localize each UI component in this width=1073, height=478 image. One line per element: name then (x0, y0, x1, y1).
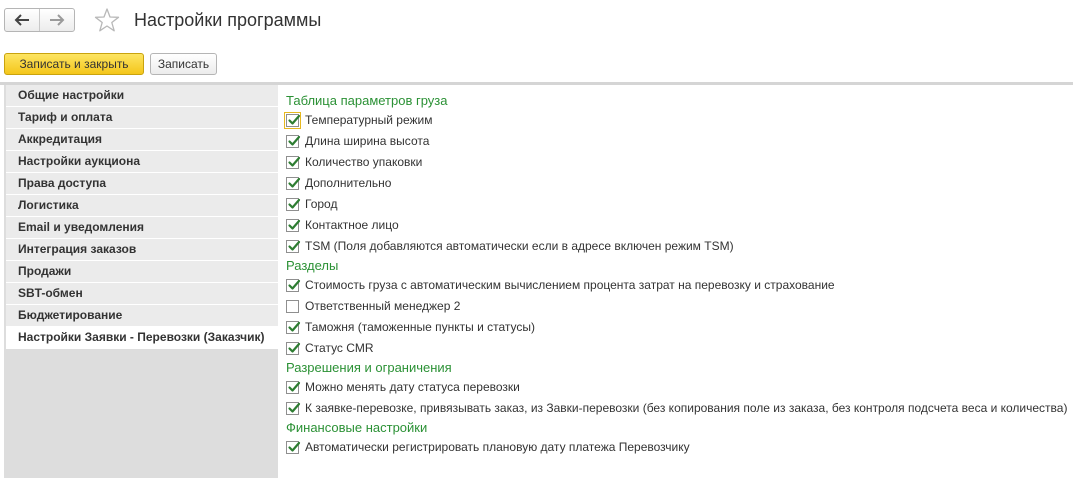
checkmark-icon (287, 155, 301, 169)
sidebar-tab[interactable]: Интеграция заказов (6, 239, 278, 261)
checkmark-icon (287, 113, 301, 127)
arrow-right-icon (49, 14, 65, 26)
checkbox-label: Таможня (таможенные пункты и статусы) (305, 320, 536, 334)
sidebar-tab[interactable]: Аккредитация (6, 129, 278, 151)
arrow-left-icon (14, 14, 30, 26)
checkbox[interactable] (286, 381, 299, 394)
checkbox-label: Количество упаковки (305, 155, 423, 169)
checkbox-row[interactable] (286, 112, 433, 128)
forward-button[interactable] (39, 9, 74, 31)
checkbox-row[interactable] (286, 340, 374, 356)
checkmark-icon (287, 239, 301, 253)
checkbox[interactable] (286, 321, 299, 334)
checkmark-icon (287, 197, 301, 211)
sidebar (4, 85, 278, 478)
sidebar-tab[interactable]: Логистика (6, 195, 278, 217)
save-button[interactable]: Записать (150, 53, 217, 75)
checkbox[interactable] (286, 240, 299, 253)
checkmark-icon (287, 380, 301, 394)
checkmark-icon (287, 341, 301, 355)
section-title: Таблица параметров груза (286, 93, 448, 108)
sidebar-tab[interactable]: Настройки аукциона (6, 151, 278, 173)
checkbox-label: К заявке-перевозке, привязывать заказ, из Завки-перевозки (без копирования поле из заказа, без контроля подсчета веса и количества) (305, 401, 1068, 415)
checkbox-label: Автоматически регистрировать плановую дату платежа Перевозчику (305, 440, 690, 454)
sidebar-tab[interactable]: SBT-обмен (6, 283, 278, 305)
checkbox-label: Дополнительно (305, 176, 392, 190)
checkbox-label: Длина ширина высота (305, 134, 430, 148)
checkbox-row[interactable] (286, 298, 460, 314)
page-title: Настройки программы (134, 10, 322, 30)
checkbox[interactable] (286, 135, 299, 148)
checkbox-row[interactable] (286, 379, 520, 395)
checkmark-icon (287, 278, 301, 292)
favorite-button[interactable] (94, 7, 120, 33)
checkbox-row[interactable] (286, 400, 1067, 416)
checkbox[interactable] (286, 177, 299, 190)
checkbox[interactable] (286, 279, 299, 292)
sidebar-tab[interactable]: Бюджетирование (6, 305, 278, 327)
checkmark-icon (287, 401, 301, 415)
checkbox-row[interactable] (286, 175, 391, 191)
checkbox-row[interactable] (286, 319, 535, 335)
section-title: Разрешения и ограничения (286, 360, 452, 375)
checkbox-label: Город (305, 197, 338, 211)
save-and-close-button[interactable]: Записать и закрыть (4, 53, 144, 75)
sidebar-tab[interactable]: Настройки Заявки - Перевозки (Заказчик) (6, 327, 278, 349)
checkbox-label: Можно менять дату статуса перевозки (305, 380, 520, 394)
checkbox-row[interactable] (286, 277, 835, 293)
section-title: Разделы (286, 258, 339, 273)
sidebar-tab[interactable]: Email и уведомления (6, 217, 278, 239)
checkmark-icon (287, 134, 301, 148)
sidebar-tab[interactable]: Общие настройки (6, 85, 278, 107)
checkmark-icon (287, 176, 301, 190)
checkbox-label: Статус CMR (305, 341, 374, 355)
sidebar-list (6, 85, 278, 349)
checkbox[interactable] (286, 114, 299, 127)
sidebar-tab[interactable]: Тариф и оплата (6, 107, 278, 129)
checkbox-row[interactable] (286, 238, 734, 254)
checkbox[interactable] (286, 156, 299, 169)
checkbox-label: TSM (Поля добавляются автоматически если в адресе включен режим TSM) (305, 239, 734, 253)
checkbox-label: Температурный режим (305, 113, 433, 127)
star-outline-icon (94, 7, 120, 33)
checkbox[interactable] (286, 300, 299, 313)
checkmark-icon (287, 218, 301, 232)
checkbox-row[interactable] (286, 154, 422, 170)
navigation-buttons (4, 8, 75, 32)
checkbox-row[interactable] (286, 133, 429, 149)
sidebar-tab[interactable]: Права доступа (6, 173, 278, 195)
checkbox-row[interactable] (286, 439, 690, 455)
checkmark-icon (287, 440, 301, 454)
checkbox-label: Ответственный менеджер 2 (305, 299, 461, 313)
header (0, 0, 1073, 44)
section-title: Финансовые настройки (286, 420, 428, 435)
checkmark-icon (287, 320, 301, 334)
checkbox[interactable] (286, 219, 299, 232)
back-button[interactable] (5, 9, 39, 31)
checkbox-label: Контактное лицо (305, 218, 399, 232)
checkbox-label: Стоимость груза с автоматическим вычислением процента затрат на перевозку и страхование (305, 278, 835, 292)
checkbox[interactable] (286, 402, 299, 415)
checkbox-row[interactable] (286, 217, 399, 233)
checkbox[interactable] (286, 198, 299, 211)
sidebar-tab[interactable]: Продажи (6, 261, 278, 283)
checkbox-row[interactable] (286, 196, 337, 212)
checkbox[interactable] (286, 441, 299, 454)
checkbox[interactable] (286, 342, 299, 355)
